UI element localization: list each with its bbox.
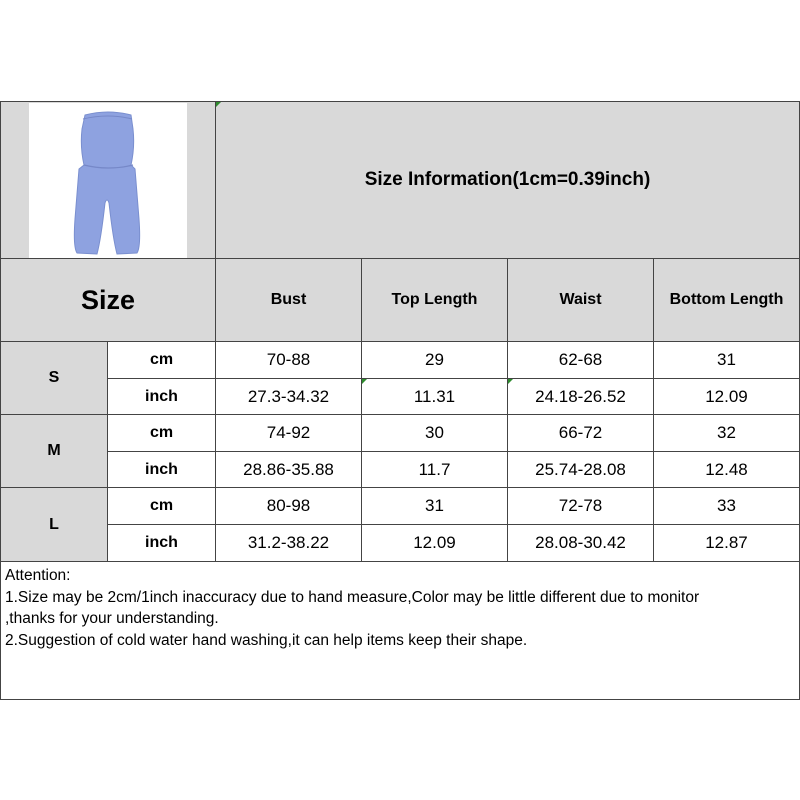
title-cell <box>215 101 800 259</box>
column-header-top-length: Top Length <box>361 258 508 342</box>
size-header: Size <box>0 258 216 342</box>
column-header-bottom-length: Bottom Length <box>653 258 800 342</box>
value-cell: 11.31 <box>361 378 508 415</box>
value-cell: 66-72 <box>507 414 654 452</box>
strapless-romper-icon <box>53 107 163 257</box>
value-cell: 80-98 <box>215 487 362 525</box>
value-cell: 32 <box>653 414 800 452</box>
column-header-bust: Bust <box>215 258 362 342</box>
unit-cell: cm <box>107 414 216 452</box>
value-cell: 28.86-35.88 <box>215 451 362 488</box>
unit-cell: inch <box>107 378 216 415</box>
value-cell: 12.09 <box>653 378 800 415</box>
value-cell: 24.18-26.52 <box>507 378 654 415</box>
value-cell: 12.48 <box>653 451 800 488</box>
value-cell: 33 <box>653 487 800 525</box>
size-label-s: S <box>0 341 108 415</box>
product-photo-cell <box>0 101 216 259</box>
unit-cell: cm <box>107 487 216 525</box>
notes-line: 2.Suggestion of cold water hand washing,it can help items keep their shape. <box>5 631 528 649</box>
notes-line: 1.Size may be 2cm/1inch inaccuracy due to hand measure,Color may be little different due to monitor <box>5 588 700 606</box>
value-cell: 70-88 <box>215 341 362 379</box>
size-label-l: L <box>0 487 108 562</box>
page-title: Size Information(1cm=0.39inch) <box>364 169 651 190</box>
value-cell: 30 <box>361 414 508 452</box>
value-cell: 31.2-38.22 <box>215 524 362 562</box>
attention-notes <box>0 561 800 700</box>
value-cell: 25.74-28.08 <box>507 451 654 488</box>
value-cell: 29 <box>361 341 508 379</box>
column-header-waist: Waist <box>507 258 654 342</box>
unit-cell: inch <box>107 451 216 488</box>
notes-line: ,thanks for your understanding. <box>5 610 219 627</box>
value-cell: 12.87 <box>653 524 800 562</box>
unit-cell: cm <box>107 341 216 379</box>
unit-cell: inch <box>107 524 216 562</box>
value-cell: 62-68 <box>507 341 654 379</box>
size-label-m: M <box>0 414 108 488</box>
value-cell: 12.09 <box>361 524 508 562</box>
value-cell: 31 <box>361 487 508 525</box>
value-cell: 31 <box>653 341 800 379</box>
value-cell: 11.7 <box>361 451 508 488</box>
value-cell: 28.08-30.42 <box>507 524 654 562</box>
notes-heading: Attention: <box>5 567 71 584</box>
product-photo <box>29 103 187 260</box>
value-cell: 72-78 <box>507 487 654 525</box>
size-chart <box>0 101 800 699</box>
value-cell: 74-92 <box>215 414 362 452</box>
value-cell: 27.3-34.32 <box>215 378 362 415</box>
